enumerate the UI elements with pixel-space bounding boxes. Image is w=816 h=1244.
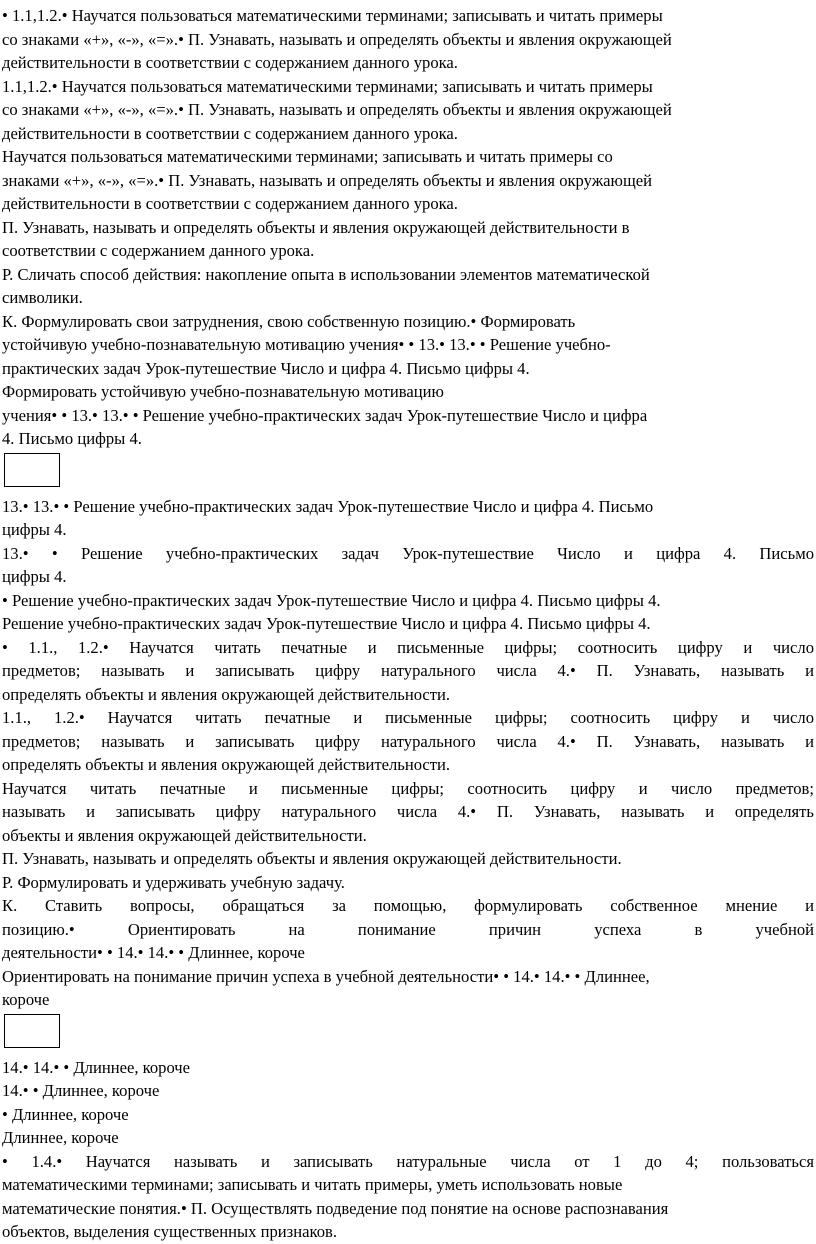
text-line: соответствии с содержанием данного урока.: [2, 241, 315, 260]
text-line: • 1.4.• Научатся называть и записывать натуральные числа от 1 до 4; пользоваться: [2, 1151, 814, 1171]
text-line: Р. Сличать способ действия: накопление опыта в использовании элементов математической: [2, 264, 650, 284]
empty-cell-box-row: [2, 1012, 814, 1048]
text-line: • 1.1,1.2.• Научатся пользоваться математическими терминами; записывать и читать примеры: [2, 6, 663, 25]
text-line: П. Узнавать, называть и определять объекты и явления окружающей действительности.: [2, 849, 622, 868]
text-line: • Длиннее, короче: [2, 1104, 129, 1124]
text-line: со знаками «+», «-», «=».• П. Узнавать, называть и определять объекты и явления окружающей: [2, 100, 672, 119]
text-line: объектов, выделения существенных признаков.: [2, 1222, 337, 1241]
text-line: цифры 4.: [2, 520, 67, 539]
text-line: 13.• • Решение учебно-практических задач Урок-путешествие Число и цифра 4. Письмо: [2, 543, 814, 563]
text-line: • 1.1., 1.2.• Научатся читать печатные и письменные цифры; соотносить цифру и число: [2, 637, 814, 657]
empty-cell-box: [4, 1014, 60, 1048]
empty-cell-box: [4, 453, 60, 487]
text-line: К. Формулировать свои затруднения, свою собственную позицию.• Формировать: [2, 311, 576, 331]
text-line: Научатся читать печатные и письменные цифры; соотносить цифру и число предметов;: [2, 778, 814, 798]
text-line: цифры 4.: [2, 567, 67, 586]
text-line: называть и записывать цифру натурального числа 4.• П. Узнавать, называть и определять: [2, 802, 814, 821]
text-line: Ориентировать на понимание причин успеха в учебной деятельности• • 14.• 14.• • Длиннее,: [2, 966, 650, 986]
text-line: Решение учебно-практических задач Урок-путешествие Число и цифра 4. Письмо цифры 4.: [2, 614, 651, 633]
text-line: позицию.• Ориентировать на понимание причин успеха в учебной: [2, 919, 814, 939]
text-line: 1.1., 1.2.• Научатся читать печатные и письменные цифры; соотносить цифру и число: [2, 708, 814, 727]
text-line: устойчивую учебно-познавательную мотивацию учения• • 13.• 13.• • Решение учебно-: [2, 335, 611, 354]
text-line: объекты и явления окружающей действительности.: [2, 825, 367, 845]
text-line: действительности в соответствии с содержанием данного урока.: [2, 194, 458, 213]
text-line: определять объекты и явления окружающей действительности.: [2, 684, 451, 704]
text-line: символики.: [2, 288, 83, 307]
text-line: Р. Формулировать и удерживать учебную задачу.: [2, 872, 345, 892]
text-line: действительности в соответствии с содержанием данного урока.: [2, 123, 458, 143]
text-line: Формировать устойчивую учебно-познавательную мотивацию: [2, 382, 444, 401]
text-line: 4. Письмо цифры 4.: [2, 429, 142, 448]
text-line: со знаками «+», «-», «=».• П. Узнавать, называть и определять объекты и явления окружающей: [2, 29, 672, 49]
text-line: математические понятия.• П. Осуществлять подведение под понятие на основе распознавания: [2, 1198, 669, 1218]
text-line: практических задач Урок-путешествие Число и цифра 4. Письмо цифры 4.: [2, 358, 530, 378]
text-line: П. Узнавать, называть и определять объекты и явления окружающей действительности в: [2, 217, 630, 237]
text-line: знаками «+», «-», «=».• П. Узнавать, называть и определять объекты и явления окружающей: [2, 170, 652, 190]
text-line: короче: [2, 990, 50, 1009]
text-line: Научатся пользоваться математическими терминами; записывать и читать примеры со: [2, 147, 613, 166]
text-line: Длиннее, короче: [2, 1128, 119, 1147]
text-line: предметов; называть и записывать цифру натурального числа 4.• П. Узнавать, называть и: [2, 661, 814, 680]
text-line: 1.1,1.2.• Научатся пользоваться математическими терминами; записывать и читать примеры: [2, 76, 653, 96]
text-line: 13.• 13.• • Решение учебно-практических задач Урок-путешествие Число и цифра 4. Письмо: [2, 496, 654, 516]
text-line: 14.• 14.• • Длиннее, короче: [2, 1057, 191, 1077]
document-page: [2, 4, 814, 1244]
empty-cell-box-row: [2, 451, 814, 487]
text-line: математическими терминами; записывать и читать примеры, уметь использовать новые: [2, 1175, 623, 1194]
text-line: • Решение учебно-практических задач Урок-путешествие Число и цифра 4. Письмо цифры 4.: [2, 590, 661, 610]
text-line: К. Ставить вопросы, обращаться за помощью, формулировать собственное мнение и: [2, 896, 814, 915]
text-line: действительности в соответствии с содержанием данного урока.: [2, 53, 458, 72]
text-line: 14.• • Длиннее, короче: [2, 1081, 160, 1100]
text-line: учения• • 13.• 13.• • Решение учебно-практических задач Урок-путешествие Число и цифра: [2, 405, 648, 425]
text-line: предметов; называть и записывать цифру натурального числа 4.• П. Узнавать, называть и: [2, 731, 814, 751]
text-line: деятельности• • 14.• 14.• • Длиннее, короче: [2, 943, 305, 962]
text-line: определять объекты и явления окружающей действительности.: [2, 755, 451, 774]
